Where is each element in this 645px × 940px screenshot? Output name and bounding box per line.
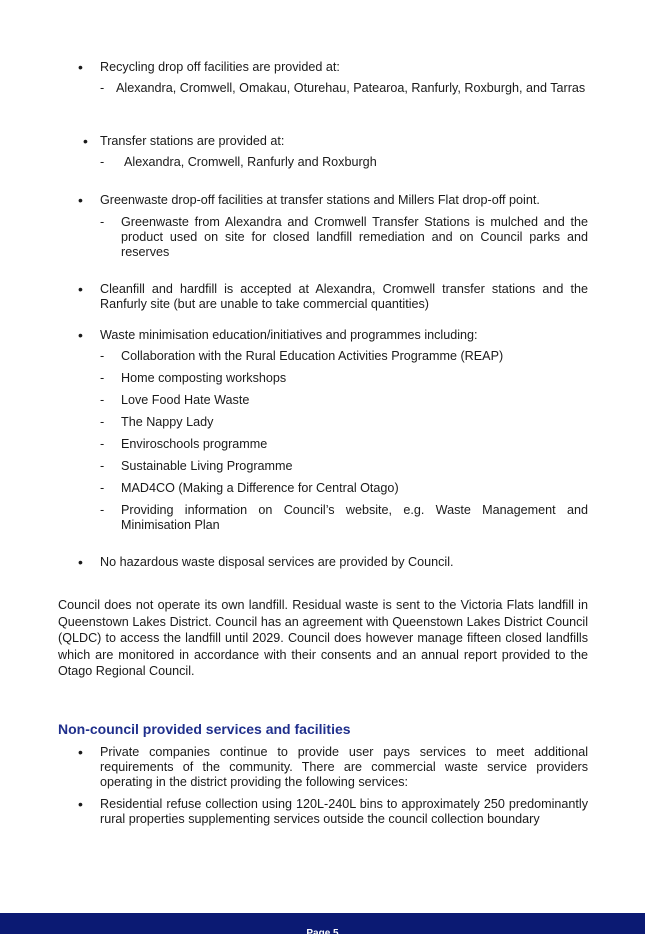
bullet-marker: •: [83, 133, 88, 149]
bullet-waste-minimisation: Waste minimisation education/initiatives and programmes including:: [100, 328, 478, 342]
sub-programme-item: The Nappy Lady: [121, 415, 214, 429]
bullet-private-companies: Private companies continue to provide user pays services to meet additional requirements of the community. There are commercial waste service providers operating in the district providing the following services:: [100, 745, 588, 789]
sub-programme-item: Home composting workshops: [121, 371, 287, 385]
dash-marker: -: [100, 215, 105, 229]
dash-marker: -: [100, 459, 105, 473]
sub-recycling-locations: Alexandra, Cromwell, Omakau, Oturehau, Patearoa, Ranfurly, Roxburgh, and Tarras: [116, 81, 586, 95]
bullet-hazardous: No hazardous waste disposal services are provided by Council.: [100, 555, 454, 569]
sub-programme-item: Enviroschools programme: [121, 437, 268, 451]
sub-programme-item: Providing information on Council’s website, e.g. Waste Management and Minimisation Plan: [121, 503, 588, 532]
sub-programme-item: Collaboration with the Rural Education Activities Programme (REAP): [121, 349, 504, 363]
dash-marker: -: [100, 503, 105, 517]
landfill-paragraph: Council does not operate its own landfill. Residual waste is sent to the Victoria Flats landfill in Queenstown Lakes District. Council has an agreement with Queenstown Lakes District Council (QLDC) to access the landfill until 2029. Council does however manage fifteen closed landfills which are monitored in accordance with their consents and an annual report provided to the Otago Regional Council.: [58, 598, 588, 679]
bullet-greenwaste: Greenwaste drop-off facilities at transfer stations and Millers Flat drop-off point.: [100, 193, 540, 207]
sub-greenwaste: Greenwaste from Alexandra and Cromwell Transfer Stations is mulched and the product used on site for closed landfill remediation and on Council parks and reserves: [121, 215, 588, 259]
bullet-residential-collection: Residential refuse collection using 120L-240L bins to approximately 250 predominantly rural properties supplementing services outside the council collection boundary: [100, 797, 588, 826]
dash-marker: -: [100, 415, 105, 429]
dash-marker: -: [100, 393, 105, 407]
bullet-recycling: Recycling drop off facilities are provided at:: [100, 60, 340, 74]
bullet-marker: •: [78, 192, 83, 208]
section-heading: Non-council provided services and facilities: [58, 721, 351, 737]
dash-marker: -: [100, 349, 105, 363]
bullet-cleanfill: Cleanfill and hardfill is accepted at Alexandra, Cromwell transfer stations and the Ranfurly site (but are unable to take commercial quantities): [100, 282, 588, 311]
page-number: Page 5: [306, 928, 339, 939]
bullet-marker: •: [78, 744, 83, 760]
bullet-marker: •: [78, 59, 83, 75]
sub-programme-item: Love Food Hate Waste: [121, 393, 250, 407]
bullet-marker: •: [78, 796, 83, 812]
bullet-marker: •: [78, 554, 83, 570]
bullet-marker: •: [78, 281, 83, 297]
sub-programme-item: MAD4CO (Making a Difference for Central Otago): [121, 481, 399, 495]
dash-marker: -: [100, 481, 105, 495]
sub-programme-item: Sustainable Living Programme: [121, 459, 293, 473]
dash-marker: -: [100, 81, 105, 95]
dash-marker: -: [100, 437, 105, 451]
dash-marker: -: [100, 155, 105, 169]
page-footer: [0, 913, 645, 939]
dash-marker: -: [100, 371, 105, 385]
sub-transfer-locations: Alexandra, Cromwell, Ranfurly and Roxburgh: [124, 155, 377, 169]
bullet-transfer-stations: Transfer stations are provided at:: [100, 134, 285, 148]
bullet-marker: •: [78, 327, 83, 343]
